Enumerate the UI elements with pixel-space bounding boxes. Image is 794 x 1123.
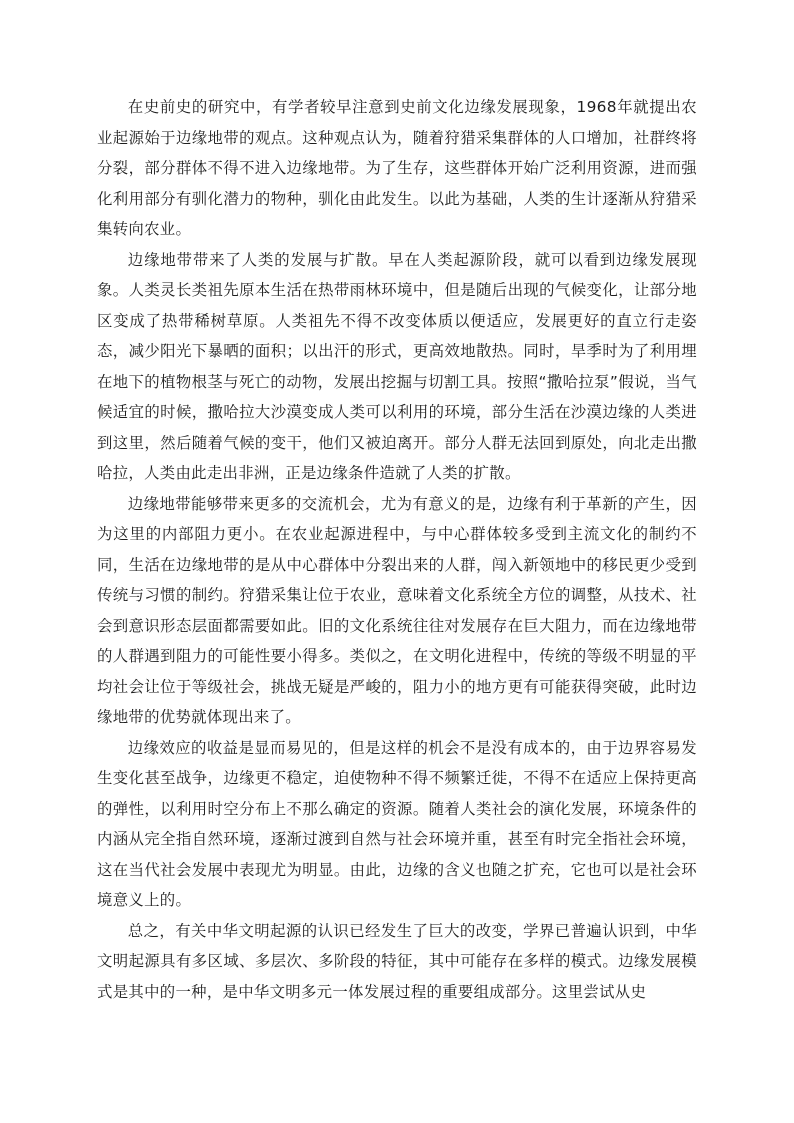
document-body (97, 92, 697, 1007)
paragraph-2: 边缘地带带来了人类的发展与扩散。早在人类起源阶段，就可以看到边缘发展现象。人类灵长类祖先原本生活在热带雨林环境中，但是随后出现的气候变化，让部分地区变成了热带稀树草原。人类祖先不得不改变体质以便适应，发展更好的直立行走姿态，减少阳光下暴晒的面积；以出汗的形式，更高效地散热。同时，旱季时为了利用埋在地下的植物根茎与死亡的动物，发展出挖掘与切割工具。按照“撒哈拉泵”假说，当气候适宜的时候，撒哈拉大沙漠变成人类可以利用的环境，部分生活在沙漠边缘的人类进到这里，然后随着气候的变干，他们又被迫离开。部分人群无法回到原处，向北走出撒哈拉，人类由此走出非洲，正是边缘条件造就了人类的扩散。 (97, 250, 697, 482)
paragraph-5: 总之，有关中华文明起源的认识已经发生了巨大的改变，学界已普遍认识到，中华文明起源具有多区域、多层次、多阶段的特征，其中可能存在多样的模式。边缘发展模式是其中的一种，是中华文明多元一体发展过程的重要组成部分。这里尝试从史 (97, 921, 697, 1001)
paragraph-3: 边缘地带能够带来更多的交流机会，尤为有意义的是，边缘有利于革新的产生，因为这里的内部阻力更小。在农业起源进程中，与中心群体较多受到主流文化的制约不同，生活在边缘地带的是从中心群体中分裂出来的人群，闯入新领地中的移民更少受到传统与习惯的制约。狩猎采集让位于农业，意味着文化系统全方位的调整，从技术、社会到意识形态层面都需要如此。旧的文化系统往往对发展存在巨大阻力，而在边缘地带的人群遇到阻力的可能性要小得多。类似之，在文明化进程中，传统的等级不明显的平均社会让位于等级社会，挑战无疑是严峻的，阻力小的地方更有可能获得突破，此时边缘地带的优势就体现出来了。 (97, 494, 697, 726)
paragraph-4: 边缘效应的收益是显而易见的，但是这样的机会不是没有成本的，由于边界容易发生变化甚至战争，边缘更不稳定，迫使物种不得不频繁迁徙，不得不在适应上保持更高的弹性，以利用时空分布上不那么确定的资源。随着人类社会的演化发展，环境条件的内涵从完全指自然环境，逐渐过渡到自然与社会环境并重，甚至有时完全指社会环境，这在当代社会发展中表现尤为明显。由此，边缘的含义也随之扩充，它也可以是社会环境意义上的。 (97, 738, 697, 909)
paragraph-1: 在史前史的研究中，有学者较早注意到史前文化边缘发展现象，1968年就提出农业起源始于边缘地带的观点。这种观点认为，随着狩猎采集群体的人口增加，社群终将分裂，部分群体不得不进入边缘地带。为了生存，这些群体开始广泛利用资源，进而强化利用部分有驯化潜力的物种，驯化由此发生。以此为基础，人类的生计逐渐从狩猎采集转向农业。 (97, 98, 697, 238)
